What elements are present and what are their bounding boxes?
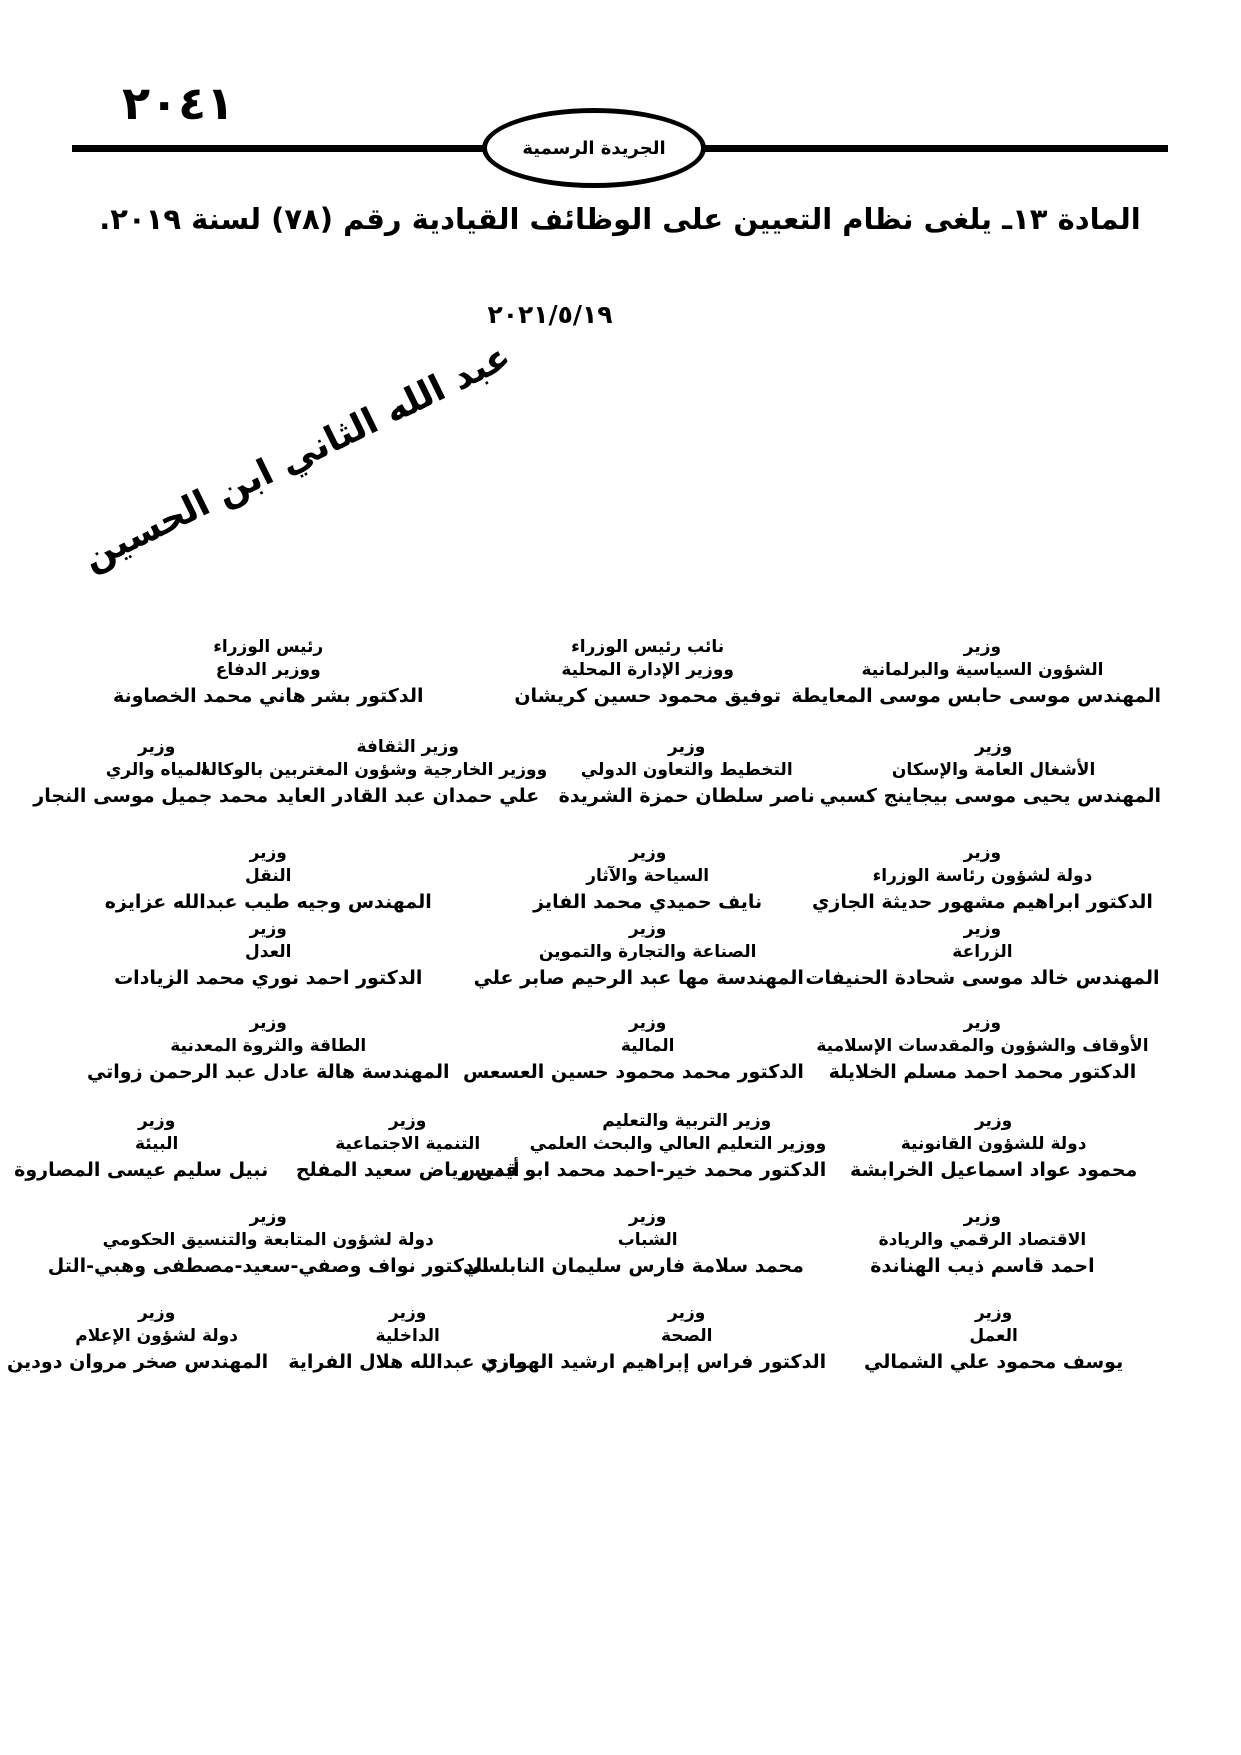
minister-title-line: الأشغال العامة والإسكان — [891, 760, 1096, 780]
minister-name: الدكتور محمد احمد مسلم الخلايلة — [828, 1061, 1137, 1083]
minister-block — [819, 736, 1161, 810]
minister-title-line: وزير — [668, 1303, 706, 1323]
minister-block — [826, 1302, 1161, 1376]
minister-title-line: وزير — [963, 1013, 1002, 1033]
minister-title-line: دولة للشؤون القانونية — [900, 1134, 1087, 1154]
minister-name: الدكتور احمد نوري محمد الزيادات — [114, 967, 423, 989]
minister-title-line: وزير — [974, 737, 1013, 757]
minister-block — [200, 736, 548, 810]
minister-title-line: السياحة والآثار — [586, 866, 710, 886]
minister-title-line: الطاقة والثروة المعدنية — [170, 1036, 367, 1056]
minister-title-line: التخطيط والتعاون الدولي — [580, 760, 793, 780]
minister-title-line: وزير — [249, 1207, 287, 1227]
minister-name: محمود عواد اسماعيل الخرابشة — [849, 1159, 1138, 1181]
signature-row — [0, 1110, 1241, 1184]
minister-name: الدكتور نواف وصفي-سعيد-مصطفى وهبي-التل — [47, 1255, 489, 1277]
minister-block — [45, 1206, 491, 1280]
minister-block — [45, 1012, 491, 1086]
minister-title-line: وزير — [249, 843, 287, 863]
minister-title-line: الأوقاف والشؤون والمقدسات الإسلامية — [816, 1036, 1149, 1056]
minister-title-line: الشؤون السياسية والبرلمانية — [861, 660, 1104, 680]
minister-title-line: وزير — [249, 1013, 287, 1033]
minister-name: مازن عبدالله هلال الفراية — [288, 1351, 528, 1373]
page-number: ٢٠٤١ — [122, 76, 235, 130]
gazette-oval — [482, 108, 706, 188]
minister-title-line: وزير — [137, 1111, 176, 1131]
minister-name: توفيق محمود حسين كريشان — [514, 685, 781, 707]
minister-title-line: وزير — [963, 919, 1002, 939]
minister-block — [462, 1012, 804, 1086]
minister-block — [462, 1206, 804, 1280]
minister-title-line: وزير — [974, 1111, 1013, 1131]
minister-title-line: البيئة — [134, 1134, 179, 1154]
minister-block — [491, 842, 803, 916]
minister-name: المهندسة هالة عادل عبد الرحمن زواتي — [86, 1061, 450, 1083]
minister-name: الدكتور محمد خير-احمد محمد ابو قديس — [460, 1159, 827, 1181]
minister-name: نايف حميدي محمد الفايز — [533, 891, 763, 913]
minister-title-line: الاقتصاد الرقمي والريادة — [878, 1230, 1087, 1250]
minister-title-line: وزير الثقافة — [356, 737, 459, 757]
minister-block — [804, 1012, 1161, 1086]
minister-title-line: الزراعة — [952, 942, 1013, 962]
minister-name: المهندس موسى حابس موسى المعايطة — [791, 685, 1161, 707]
signature-row — [0, 918, 1241, 992]
minister-title-line: وزير — [137, 737, 176, 757]
minister-title-line: رئيس الوزراء — [213, 637, 324, 657]
minister-title-line: وزير — [137, 1303, 176, 1323]
minister-name: علي حمدان عبد القادر العايد — [276, 785, 540, 807]
minister-title-line: النقل — [244, 866, 292, 886]
minister-block — [491, 636, 803, 710]
minister-name: احمد قاسم ذيب الهناندة — [870, 1255, 1095, 1277]
minister-block — [45, 918, 491, 992]
minister-name: الدكتور ابراهيم مشهور حديثة الجازي — [811, 891, 1153, 913]
minister-block — [33, 736, 269, 810]
minister-title-line: وزير — [629, 843, 667, 863]
minister-title-line: دولة لشؤون رئاسة الوزراء — [872, 866, 1093, 886]
signature-row — [0, 1206, 1241, 1280]
minister-block — [268, 1110, 547, 1184]
minister-title-line: العدل — [245, 942, 292, 962]
minister-title-line: دولة لشؤون المتابعة والتنسيق الحكومي — [102, 1230, 434, 1250]
minister-name: المهندس يحيى موسى بيجاينج كسبي — [819, 785, 1161, 807]
minister-block — [791, 636, 1161, 710]
article-text: المادة ١٣ـ يلغى نظام التعيين على الوظائف القيادية رقم (٧٨) لسنة ٢٠١٩. — [99, 202, 1141, 236]
minister-name: المهندس خالد موسى شحادة الحنيفات — [805, 967, 1160, 989]
minister-block — [14, 1110, 269, 1184]
minister-block — [6, 1302, 269, 1376]
minister-name: الدكتور بشر هاني محمد الخصاونة — [112, 685, 424, 707]
minister-title-line: ووزير الدفاع — [215, 660, 321, 680]
minister-block — [547, 736, 826, 810]
minister-block — [473, 918, 804, 992]
minister-name: محمد جميل موسى النجار — [33, 785, 269, 807]
minister-block — [460, 1110, 827, 1184]
minister-title-line: وزير — [629, 1207, 667, 1227]
minister-block — [826, 1110, 1161, 1184]
minister-title-line: الصحة — [660, 1326, 713, 1346]
minister-block — [45, 636, 491, 710]
minister-title-line: الشباب — [617, 1230, 678, 1250]
minister-title-line: وزير — [389, 1303, 427, 1323]
minister-title-line: وزير — [963, 843, 1002, 863]
minister-title-line: وزير — [389, 1111, 427, 1131]
minister-name: نبيل سليم عيسى المصاروة — [14, 1159, 269, 1181]
minister-block — [45, 842, 491, 916]
minister-title-line: المالية — [620, 1036, 675, 1056]
minister-title-line: العمل — [969, 1326, 1018, 1346]
minister-name: ناصر سلطان حمزة الشريدة — [558, 785, 815, 807]
signature-row — [0, 1302, 1241, 1376]
minister-title-line: التنمية الاجتماعية — [335, 1134, 481, 1154]
minister-title-line: ووزير الإدارة المحلية — [561, 660, 734, 680]
royal-signature: عبد الله الثاني ابن الحسين — [76, 335, 518, 579]
minister-title-line: ووزير التعليم العالي والبحث العلمي — [529, 1134, 827, 1154]
minister-name: محمد سلامة فارس سليمان النابلسي — [462, 1255, 804, 1277]
minister-block — [480, 1302, 827, 1376]
signature-row — [0, 636, 1241, 710]
minister-block — [804, 1206, 1161, 1280]
minister-block — [804, 918, 1161, 992]
minister-name: الدكتور فراس إبراهيم ارشيد الهواري — [480, 1351, 827, 1373]
minister-name: المهندس صخر مروان دودين — [6, 1351, 269, 1373]
minister-title-line: وزير — [249, 919, 287, 939]
minister-title-line: الصناعة والتجارة والتموين — [538, 942, 757, 962]
minister-name: الدكتور محمد محمود حسين العسعس — [462, 1061, 804, 1083]
signature-row — [0, 842, 1241, 916]
minister-name: المهندسة مها عبد الرحيم صابر علي — [473, 967, 804, 989]
minister-title-line: المياه والري — [105, 760, 208, 780]
gazette-title: الجريدة الرسمية — [522, 137, 666, 159]
minister-title-line: نائب رئيس الوزراء — [571, 637, 725, 657]
minister-title-line: وزير التربية والتعليم — [602, 1111, 772, 1131]
minister-title-line: وزير — [963, 1207, 1002, 1227]
minister-title-line: الداخلية — [375, 1326, 440, 1346]
decree-date: ٢٠٢١/٥/١٩ — [487, 300, 613, 329]
signature-row — [0, 1012, 1241, 1086]
minister-title-line: ووزير الخارجية وشؤون المغتربين بالوكالة — [200, 760, 548, 780]
minister-name: المهندس وجيه طيب عبدالله عزايزه — [104, 891, 432, 913]
minister-title-line: وزير — [629, 919, 667, 939]
minister-block — [268, 1302, 547, 1376]
minister-title-line: وزير — [963, 637, 1002, 657]
signature-row — [0, 736, 1241, 810]
minister-name: أيمن رياض سعيد المفلح — [295, 1159, 520, 1181]
signatories-section — [0, 636, 1241, 1376]
minister-title-line: وزير — [974, 1303, 1013, 1323]
minister-title-line: وزير — [668, 737, 706, 757]
minister-title-line: دولة لشؤون الإعلام — [75, 1326, 238, 1346]
minister-name: يوسف محمود علي الشمالي — [863, 1351, 1124, 1373]
minister-title-line: وزير — [629, 1013, 667, 1033]
minister-block — [804, 842, 1161, 916]
